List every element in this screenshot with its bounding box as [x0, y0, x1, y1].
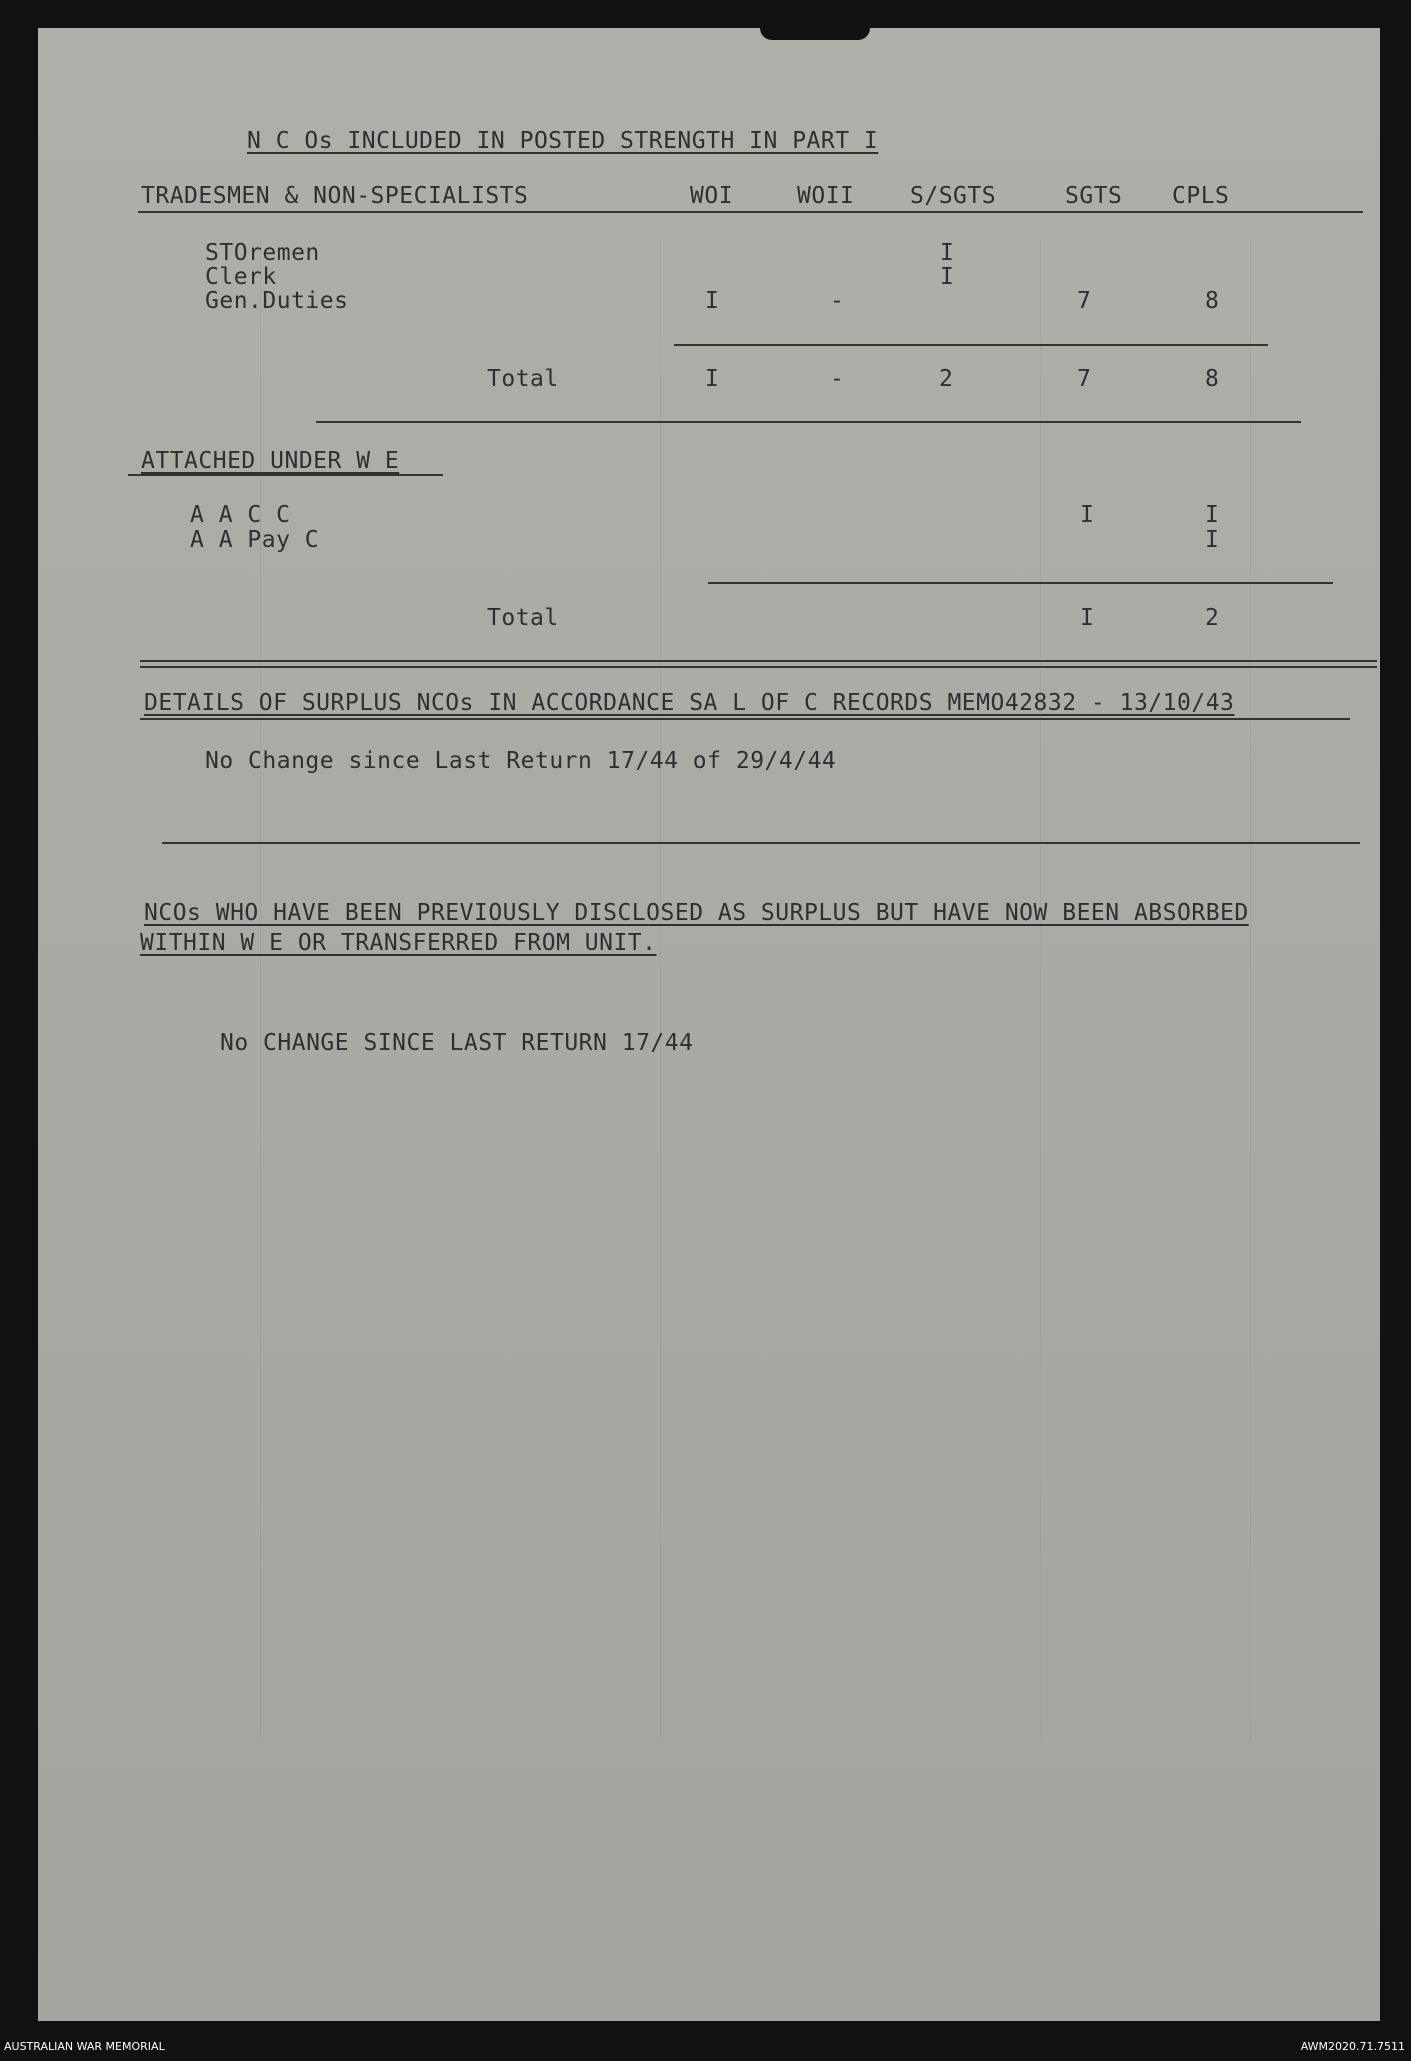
surplus-note: No Change since Last Return 17/44 of 29/4/44 [205, 748, 837, 774]
surplus-heading-rule [140, 718, 1350, 720]
total-woi: I [705, 366, 720, 392]
section-rule [316, 421, 1301, 423]
show-through-grid [660, 240, 661, 1740]
page-title: N C Os INCLUDED IN POSTED STRENGTH IN PART I [247, 128, 879, 154]
subtotal-rule [674, 344, 1268, 346]
row-label: A A C C [190, 502, 291, 528]
column-group-label: TRADESMEN & NON-SPECIALISTS [141, 183, 529, 209]
section-rule [162, 842, 1360, 844]
row-label: Clerk [205, 264, 277, 290]
row-label: Gen.Duties [205, 288, 349, 314]
total-label: Total [487, 366, 559, 392]
total-sgts: I [1080, 605, 1095, 631]
column-ssgts: S/SGTS [910, 183, 997, 209]
surplus-heading: DETAILS OF SURPLUS NCOs IN ACCORDANCE SA L OF C RECORDS MEMO42832 - 13/10/43 [144, 690, 1235, 716]
double-rule-bottom [140, 666, 1377, 668]
attached-heading: ATTACHED UNDER W E [141, 448, 400, 474]
cell-cpls: 8 [1205, 288, 1220, 314]
absorbed-note: No CHANGE SINCE LAST RETURN 17/44 [220, 1030, 694, 1056]
cell-woi: I [705, 288, 720, 314]
cell-ssgts: I [940, 264, 955, 290]
show-through-grid [1040, 240, 1041, 1740]
total-cpls: 8 [1205, 366, 1220, 392]
subtotal-rule [708, 582, 1333, 584]
total-cpls: 2 [1205, 605, 1220, 631]
row-label: STOremen [205, 240, 320, 266]
cell-sgts: I [1080, 502, 1095, 528]
footer-accession: AWM2020.71.7511 [1300, 2040, 1405, 2053]
cell-cpls: I [1205, 502, 1220, 528]
show-through-grid [1250, 240, 1251, 1740]
column-woi: WOI [690, 183, 734, 209]
attached-heading-rule [128, 474, 443, 476]
cell-woii: - [830, 288, 845, 314]
cell-ssgts: I [940, 240, 955, 266]
column-cpls: CPLS [1172, 183, 1230, 209]
absorbed-heading-line1: NCOs WHO HAVE BEEN PREVIOUSLY DISCLOSED AS SURPLUS BUT HAVE NOW BEEN ABSORBED [144, 900, 1249, 926]
total-label: Total [487, 605, 559, 631]
document-page [38, 28, 1380, 2021]
row-label: A A Pay C [190, 527, 320, 553]
total-sgts: 7 [1077, 366, 1092, 392]
absorbed-heading-line2: WITHIN W E OR TRANSFERRED FROM UNIT. [140, 930, 657, 956]
cell-cpls: I [1205, 527, 1220, 553]
page-tear [760, 28, 870, 40]
column-woii: WOII [797, 183, 855, 209]
footer-credit: AUSTRALIAN WAR MEMORIAL [4, 2040, 165, 2053]
total-woii: - [830, 366, 845, 392]
total-ssgts: 2 [939, 366, 954, 392]
double-rule-top [140, 660, 1377, 662]
header-rule [138, 211, 1363, 213]
column-sgts: SGTS [1065, 183, 1123, 209]
cell-sgts: 7 [1077, 288, 1092, 314]
